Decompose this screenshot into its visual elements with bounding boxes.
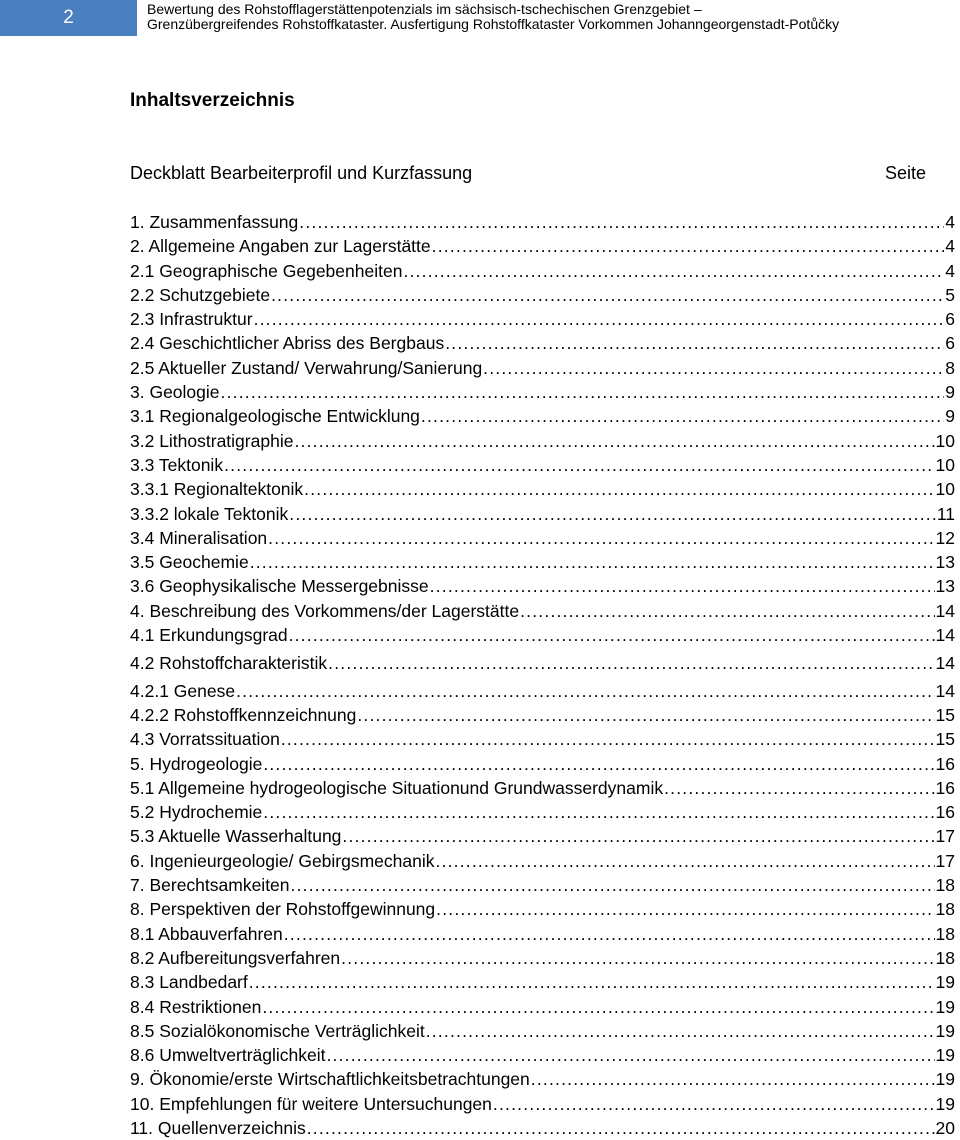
toc-list [130, 210, 955, 1140]
toc-entry-page-number: 20 [935, 1117, 955, 1138]
page-header [0, 0, 960, 40]
toc-dot-leader [299, 210, 944, 234]
toc-entry-page-number: 4 [945, 260, 955, 281]
toc-dot-leader [326, 1043, 934, 1067]
toc-entry[interactable] [130, 1043, 955, 1067]
toc-entry[interactable] [130, 800, 955, 824]
toc-entry-page-number: 19 [935, 996, 955, 1017]
toc-entry[interactable] [130, 776, 955, 800]
toc-dot-leader [307, 1116, 935, 1140]
toc-entry-title: 2.5 Aktueller Zustand/ Verwahrung/Sanierung [130, 357, 483, 378]
deckblatt-label: Deckblatt Bearbeiterprofil und Kurzfassung [130, 163, 473, 183]
toc-dot-leader [483, 356, 944, 380]
toc-entry-title: 3. Geologie [130, 382, 220, 403]
deckblatt-row [130, 163, 926, 184]
toc-dot-leader [221, 380, 945, 404]
toc-entry-title: 2.1 Geographische Gegebenheiten [130, 260, 403, 281]
header-title-line-2: Grenzübergreifendes Rohstoffkataster. Ausfertigung Rohstoffkataster Vorkommen Johanngeorgenstadt-Potůčky [147, 16, 840, 32]
toc-entry-page-number: 8 [945, 357, 955, 378]
toc-entry-title: 2.4 Geschichtlicher Abriss des Bergbaus [130, 333, 445, 354]
toc-entry[interactable] [130, 946, 955, 970]
toc-entry-page-number: 14 [935, 625, 955, 646]
toc-dot-leader [436, 849, 935, 873]
page-number-badge: 2 [0, 0, 137, 36]
toc-entry-page-number: 19 [935, 972, 955, 993]
toc-entry[interactable] [130, 679, 955, 703]
toc-entry-page-number: 11 [936, 503, 955, 524]
toc-dot-leader [281, 727, 935, 751]
toc-entry[interactable] [130, 283, 955, 307]
toc-entry-page-number: 10 [935, 454, 955, 475]
toc-entry[interactable] [130, 623, 955, 647]
page-column-heading: Seite [884, 163, 926, 183]
toc-entry-title: 3.1 Regionalgeologische Entwicklung [130, 406, 420, 427]
toc-entry[interactable] [130, 526, 955, 550]
toc-entry[interactable] [130, 1116, 955, 1140]
toc-dot-leader [445, 331, 944, 355]
toc-entry[interactable] [130, 259, 955, 283]
toc-entry-title: 10. Empfehlungen für weitere Untersuchungen [130, 1093, 492, 1114]
toc-entry-title: 8.1 Abbauverfahren [130, 923, 283, 944]
toc-dot-leader [436, 897, 934, 921]
toc-entry-title: 11. Quellenverzeichnis [130, 1117, 306, 1138]
toc-entry[interactable] [130, 356, 955, 380]
toc-entry-title: 8.4 Restriktionen [130, 996, 262, 1017]
toc-entry[interactable] [130, 502, 955, 526]
toc-dot-leader [342, 824, 934, 848]
toc-dot-leader [531, 1067, 935, 1091]
toc-dot-leader [236, 679, 934, 703]
toc-dot-leader [357, 703, 934, 727]
toc-entry[interactable] [130, 550, 955, 574]
toc-entry-title: 4.1 Erkundungsgrad [130, 625, 288, 646]
toc-dot-leader [289, 502, 936, 526]
toc-entry-page-number: 6 [945, 309, 955, 330]
toc-entry-title: 4.2.1 Genese [130, 680, 236, 701]
toc-entry-page-number: 17 [935, 826, 955, 847]
toc-entry-page-number: 19 [935, 1045, 955, 1066]
toc-entry-title: 2.2 Schutzgebiete [130, 284, 271, 305]
toc-entry-page-number: 14 [935, 680, 955, 701]
toc-entry[interactable] [130, 1019, 955, 1043]
toc-entry[interactable] [130, 453, 955, 477]
toc-entry-page-number: 19 [935, 1020, 955, 1041]
toc-entry[interactable] [130, 703, 955, 727]
header-title-line-1: Bewertung des Rohstofflagerstättenpotenzials im sächsisch-tschechischen Grenzgebiet – [147, 1, 702, 17]
toc-entry-title: 3.3.2 lokale Tektonik [130, 503, 289, 524]
toc-dot-leader [263, 752, 934, 776]
toc-entry[interactable] [130, 1067, 955, 1091]
toc-entry[interactable] [130, 651, 955, 675]
toc-entry-title: 4.2 Rohstoffcharakteristik [130, 652, 328, 673]
toc-entry-page-number: 9 [945, 382, 955, 403]
toc-entry-page-number: 4 [945, 212, 955, 232]
toc-dot-leader [421, 404, 944, 428]
toc-entry[interactable] [130, 970, 955, 994]
toc-entry-page-number: 4 [945, 236, 955, 257]
toc-entry-title: 3.3 Tektonik [130, 454, 224, 475]
toc-dot-leader [664, 776, 934, 800]
toc-entry-title: 4. Beschreibung des Vorkommens/der Lagerstätte [130, 600, 520, 621]
toc-entry-page-number: 16 [935, 802, 955, 823]
toc-dot-leader [254, 307, 945, 331]
toc-entry-title: 9. Ökonomie/erste Wirtschaftlichkeitsbetrachtungen [130, 1069, 530, 1090]
toc-entry[interactable] [130, 727, 955, 751]
toc-entry-page-number: 18 [935, 875, 955, 896]
toc-dot-leader [268, 526, 934, 550]
toc-dot-leader [520, 599, 934, 623]
toc-entry-page-number: 12 [935, 527, 955, 548]
toc-entry-page-number: 5 [945, 284, 955, 305]
toc-entry-page-number: 13 [935, 552, 955, 573]
toc-entry-title: 8.5 Sozialökonomische Verträglichkeit [130, 1020, 425, 1041]
toc-entry-title: 3.3.1 Regionaltektonik [130, 479, 304, 500]
toc-entry[interactable] [130, 897, 955, 921]
toc-entry-page-number: 14 [935, 652, 955, 673]
toc-entry-title: 5. Hydrogeologie [130, 753, 263, 774]
toc-entry-title: 4.2.2 Rohstoffkennzeichnung [130, 704, 357, 725]
toc-entry-title: 3.2 Lithostratigraphie [130, 430, 294, 451]
toc-entry-title: 5.3 Aktuelle Wasserhaltung [130, 826, 342, 847]
toc-entry[interactable] [130, 234, 955, 258]
toc-dot-leader [291, 873, 935, 897]
toc-title: Inhaltsverzeichnis [130, 90, 295, 111]
toc-entry[interactable] [130, 1092, 955, 1116]
toc-entry-title: 8.6 Umweltverträglichkeit [130, 1045, 326, 1066]
toc-entry[interactable] [130, 873, 955, 897]
toc-entry-title: 2. Allgemeine Angaben zur Lagerstätte [130, 236, 431, 257]
toc-entry[interactable] [130, 477, 955, 501]
toc-entry-page-number: 14 [935, 600, 955, 621]
toc-entry-page-number: 15 [935, 729, 955, 750]
toc-entry-page-number: 18 [935, 923, 955, 944]
toc-dot-leader [224, 453, 934, 477]
toc-dot-leader [284, 922, 935, 946]
toc-entry-title: 3.4 Mineralisation [130, 527, 268, 548]
toc-entry-title: 5.1 Allgemeine hydrogeologische Situationund Grundwasserdynamik [130, 777, 664, 798]
toc-entry[interactable] [130, 599, 955, 623]
toc-entry-page-number: 15 [935, 704, 955, 725]
toc-dot-leader [403, 259, 944, 283]
toc-dot-leader [341, 946, 934, 970]
toc-dot-leader [271, 283, 944, 307]
toc-entry-page-number: 16 [935, 753, 955, 774]
toc-dot-leader [262, 995, 934, 1019]
toc-entry-page-number: 19 [935, 1069, 955, 1090]
toc-entry-page-number: 10 [935, 479, 955, 500]
toc-entry[interactable] [130, 752, 955, 776]
toc-entry-title: 5.2 Hydrochemie [130, 802, 263, 823]
toc-dot-leader [426, 1019, 935, 1043]
toc-entry-title: 1. Zusammenfassung [130, 212, 299, 232]
toc-entry[interactable] [130, 404, 955, 428]
toc-entry[interactable] [130, 210, 955, 234]
toc-entry-page-number: 10 [935, 430, 955, 451]
toc-entry[interactable] [130, 922, 955, 946]
toc-entry-title: 4.3 Vorratssituation [130, 729, 280, 750]
toc-entry-title: 8.2 Aufbereitungsverfahren [130, 947, 341, 968]
toc-entry-title: 6. Ingenieurgeologie/ Gebirgsmechanik [130, 850, 435, 871]
toc-dot-leader [328, 651, 934, 675]
toc-entry[interactable] [130, 307, 955, 331]
toc-entry[interactable] [130, 429, 955, 453]
toc-entry-page-number: 17 [935, 850, 955, 871]
toc-dot-leader [432, 234, 945, 258]
toc-entry[interactable] [130, 824, 955, 848]
toc-dot-leader [430, 574, 935, 598]
toc-dot-leader [304, 477, 934, 501]
toc-entry[interactable] [130, 849, 955, 873]
toc-entry-title: 2.3 Infrastruktur [130, 309, 253, 330]
toc-entry-title: 7. Berechtsamkeiten [130, 875, 290, 896]
toc-entry-page-number: 18 [935, 947, 955, 968]
toc-dot-leader [294, 429, 934, 453]
toc-entry-title: 8. Perspektiven der Rohstoffgewinnung [130, 899, 436, 920]
toc-entry[interactable] [130, 380, 955, 404]
toc-dot-leader [249, 970, 935, 994]
toc-dot-leader [263, 800, 934, 824]
toc-entry[interactable] [130, 331, 955, 355]
toc-dot-leader [289, 623, 935, 647]
toc-dot-leader [250, 550, 935, 574]
toc-entry-page-number: 18 [935, 899, 955, 920]
toc-entry-page-number: 13 [935, 576, 955, 597]
toc-dot-leader [493, 1092, 935, 1116]
toc-entry[interactable] [130, 574, 955, 598]
toc-entry-page-number: 6 [945, 333, 955, 354]
toc-entry-title: 8.3 Landbedarf [130, 972, 248, 993]
toc-entry-page-number: 19 [935, 1093, 955, 1114]
toc-entry-title: 3.5 Geochemie [130, 552, 249, 573]
toc-entry[interactable] [130, 995, 955, 1019]
toc-entry-title: 3.6 Geophysikalische Messergebnisse [130, 576, 429, 597]
toc-entry-page-number: 9 [945, 406, 955, 427]
toc-entry-page-number: 16 [935, 777, 955, 798]
